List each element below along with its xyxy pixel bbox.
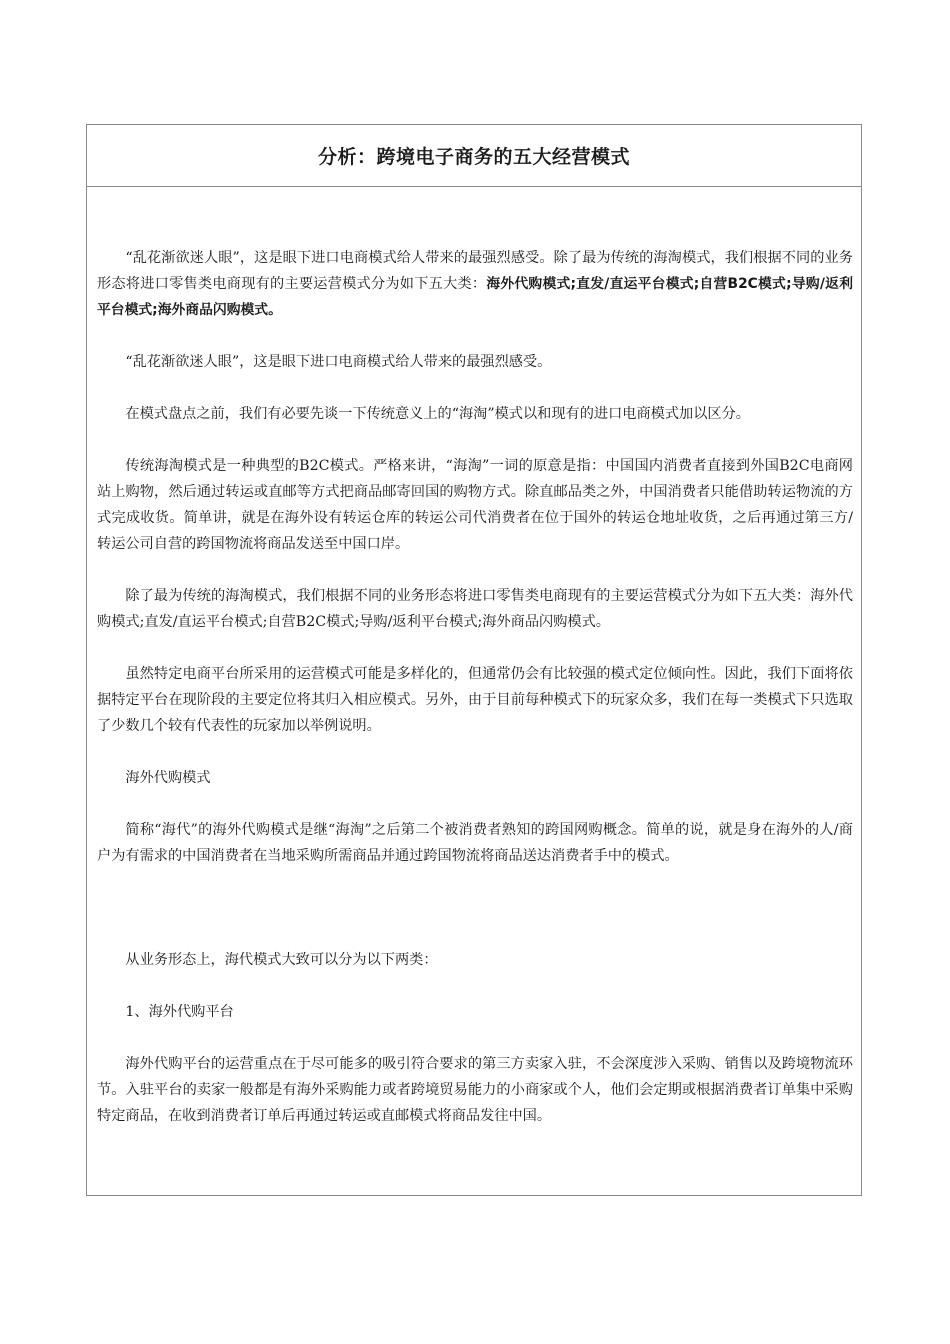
paragraph-6: 简称“海代”的海外代购模式是继“海淘”之后第二个被消费者熟知的跨国网购概念。简单的说，就是身在海外的人/商户为有需求的中国消费者在当地采购所需商品并通过跨国物流将商品送达消费者手中的模式。	[97, 822, 853, 864]
document-title: 分析：跨境电子商务的五大经营模式	[317, 146, 630, 168]
section-heading-haidai: 海外代购模式	[125, 770, 211, 786]
intro-bold-text: 海外代购模式;直发/直运平台模式;自营B2C模式;导购/返利平台模式;海外商品闪购模式。	[97, 276, 853, 318]
paragraph-2: 在模式盘点之前，我们有必要先谈一下传统意义上的“海淘”模式以和现有的进口电商模式加以区分。	[125, 406, 750, 422]
paragraph-4: 除了最为传统的海淘模式，我们根据不同的业务形态将进口零售类电商现有的主要运营模式分为如下五大类：海外代购模式;直发/直运平台模式;自营B2C模式;导购/返利平台模式;海外商品闪购模式。	[97, 588, 853, 630]
paragraph-3: 传统海淘模式是一种典型的B2C模式。严格来讲，“海淘”一词的原意是指：中国国内消费者直接到外国B2C电商网站上购物，然后通过转运或直邮等方式把商品邮寄回国的购物方式。除直邮品类之外，中国消费者只能借助转运物流的方式完成收货。简单讲，就是在海外设有转运仓库的转运公司代消费者在位于国外的转运仓地址收货，之后再通过第三方/转运公司自营的跨国物流将商品发送至中国口岸。	[97, 458, 853, 552]
paragraph-8: 海外代购平台的运营重点在于尽可能多的吸引符合要求的第三方卖家入驻，不会深度涉入采购、销售以及跨境物流环节。入驻平台的卖家一般都是有海外采购能力或者跨境贸易能力的小商家或个人，他们会定期或根据消费者订单集中采购特定商品，在收到消费者订单后再通过转运或直邮模式将商品发往中国。	[97, 1056, 853, 1124]
subheading-platform: 1、海外代购平台	[125, 1004, 234, 1020]
paragraph-7: 从业务形态上，海代模式大致可以分为以下两类：	[125, 952, 438, 968]
paragraph-5: 虽然特定电商平台所采用的运营模式可能是多样化的，但通常仍会有比较强的模式定位倾向性。因此，我们下面将依据特定平台在现阶段的主要定位将其归入相应模式。另外，由于目前每种模式下的玩家众多，我们在每一类模式下只选取了少数几个较有代表性的玩家加以举例说明。	[97, 666, 853, 734]
intro-paragraph	[97, 245, 853, 323]
document-body	[97, 245, 853, 1129]
paragraph-1: “乱花渐欲迷人眼”，这是眼下进口电商模式给人带来的最强烈感受。	[125, 354, 552, 370]
document-frame	[86, 124, 862, 1196]
intro-text: “乱花渐欲迷人眼”，这是眼下进口电商模式给人带来的最强烈感受。除了最为传统的海淘模式，我们根据不同的业务形态将进口零售类电商现有的主要运营模式分为如下五大类：	[97, 250, 853, 292]
title-row	[87, 125, 861, 187]
